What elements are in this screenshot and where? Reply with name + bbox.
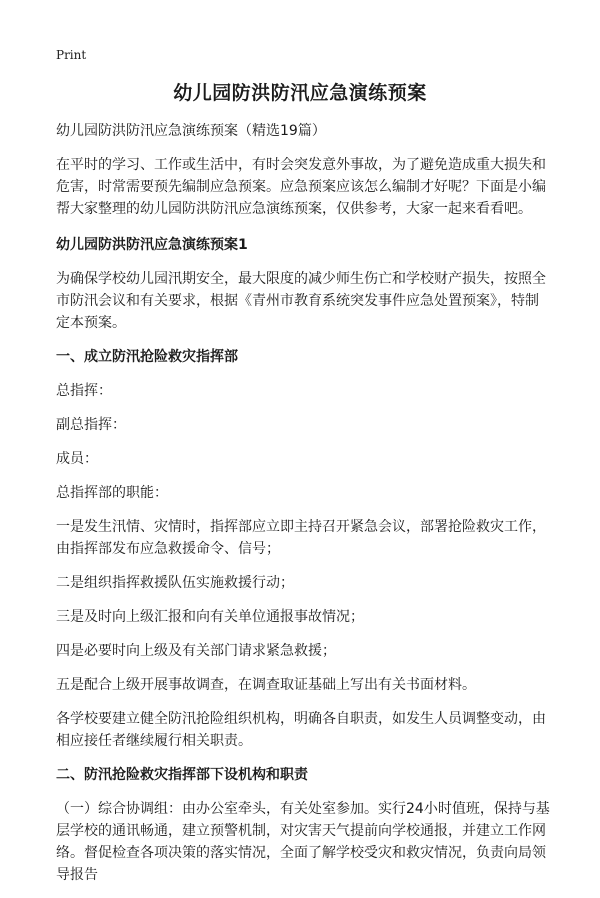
members-line: 成员： [56, 451, 98, 467]
part-1-heading: 一、成立防汛抢险救灾指挥部 [56, 349, 238, 365]
page-title: 幼儿园防洪防汛应急演练预案 [173, 82, 427, 104]
section-1-intro: 为确保学校幼儿园汛期安全，最大限度的减少师生伤亡和学校财产损失，按照全市防汛会议和有关要求，根据《青州市教育系统突发事件应急处置预案》，特制定本预案。 [56, 271, 546, 331]
document-subtitle: 幼儿园防洪防汛应急演练预案（精选19篇） [56, 123, 326, 139]
duty-item-2: 二是组织指挥救援队伍实施救援行动； [56, 575, 294, 591]
duties-heading: 总指挥部的职能： [56, 485, 168, 501]
print-link[interactable]: Print [56, 48, 87, 62]
section-heading-1: 幼儿园防洪防汛应急演练预案1 [56, 237, 248, 253]
group-1-paragraph: （一）综合协调组：由办公室牵头，有关处室参加。实行24小时值班，保持与基层学校的通讯畅通，建立预警机制，对灾害天气提前向学校通报，并建立工作网络。督促检查各项决策的落实情况，全面了解学校受灾和救灾情况，负责向局领导报告 [56, 801, 550, 883]
duty-item-5: 五是配合上级开展事故调查，在调查取证基础上写出有关书面材料。 [56, 677, 476, 693]
intro-paragraph: 在平时的学习、工作或生活中，有时会突发意外事故，为了避免造成重大损失和危害，时常需要预先编制应急预案。应急预案应该怎么编制才好呢？下面是小编帮大家整理的幼儿园防洪防汛应急演练预案，仅供参考，大家一起来看看吧。 [56, 157, 546, 217]
document-body [56, 120, 552, 898]
duty-item-3: 三是及时向上级汇报和向有关单位通报事故情况； [56, 609, 364, 625]
part-2-heading: 二、防汛抢险救灾指挥部下设机构和职责 [56, 767, 308, 783]
duty-item-4: 四是必要时向上级及有关部门请求紧急救援； [56, 643, 336, 659]
organization-note: 各学校要建立健全防汛抢险组织机构，明确各自职责，如发生人员调整变动，由相应接任者继续履行相关职责。 [56, 711, 546, 749]
deputy-commander-line: 副总指挥： [56, 417, 126, 433]
commander-line: 总指挥： [56, 383, 112, 399]
duty-item-1: 一是发生汛情、灾情时，指挥部应立即主持召开紧急会议，部署抢险救灾工作，由指挥部发布应急救援命令、信号； [56, 519, 546, 557]
